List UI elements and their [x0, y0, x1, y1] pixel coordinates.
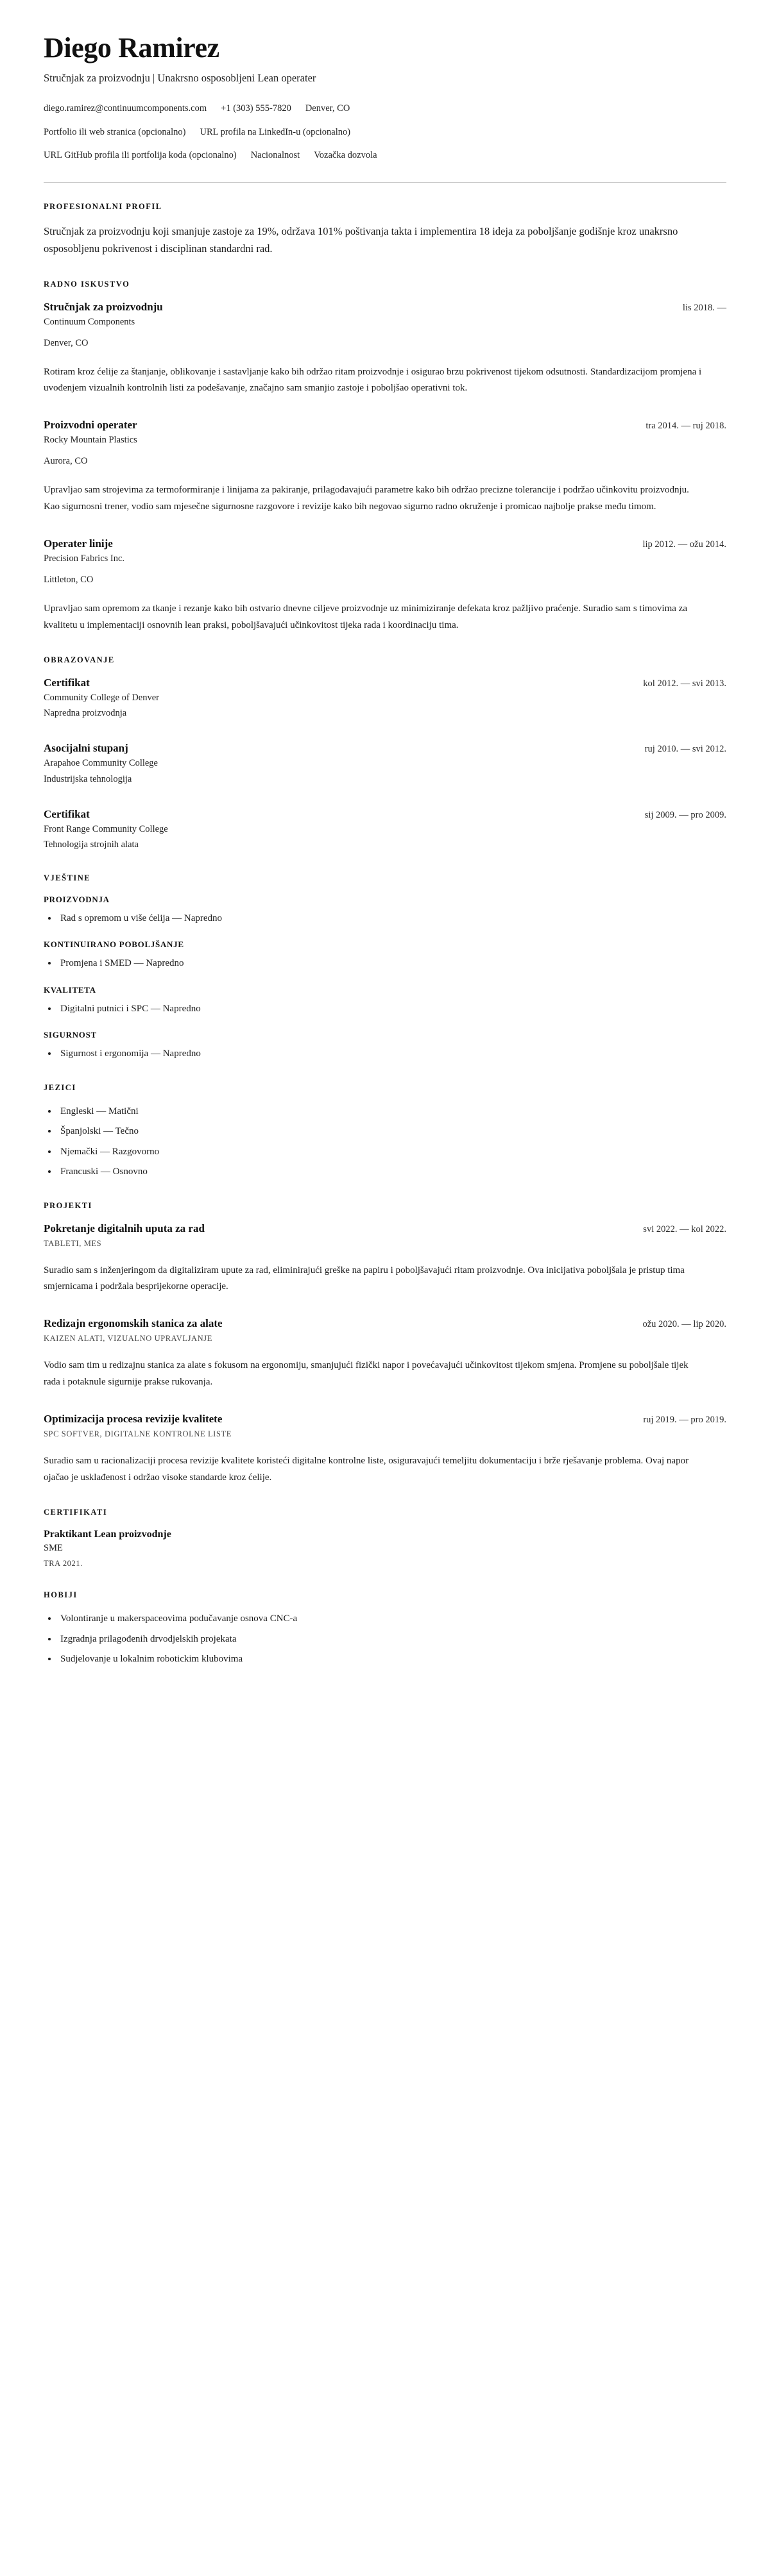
section-summary: [44, 202, 726, 257]
header-divider: [44, 182, 726, 183]
education-field: Napredna proizvodnja: [44, 708, 127, 719]
section-title-experience: RADNO ISKUSTVO: [44, 279, 130, 289]
section-experience: [44, 280, 726, 634]
skill-group-title: KONTINUIRANO POBOLJŠANJE: [44, 939, 184, 950]
language-item: Španjolski — Tečno: [44, 1124, 726, 1139]
candidate-headline: Stručnjak za proizvodnju | Unakrsno osposobljeni Lean operater: [44, 71, 316, 84]
github-text: URL GitHub profila ili portfolija koda (opcionalno): [44, 150, 237, 161]
certificate-issuer: SME: [44, 1543, 63, 1554]
experience-date: lis 2018. —: [682, 302, 726, 313]
skill-list: [44, 956, 726, 971]
language-item: Francuski — Osnovno: [44, 1165, 726, 1179]
experience-location: Aurora, CO: [44, 456, 88, 467]
experience-entry-head: [44, 301, 726, 314]
skill-group-title: SIGURNOST: [44, 1030, 97, 1040]
language-list: [44, 1104, 726, 1179]
education-field: Tehnologija strojnih alata: [44, 839, 139, 850]
hobby-list: [44, 1612, 726, 1667]
skill-group-title: KVALITETA: [44, 984, 96, 995]
section-title-education: OBRAZOVANJE: [44, 655, 115, 665]
hobby-item: Volontiranje u makerspaceovima podučavanje osnova CNC-a: [44, 1612, 726, 1626]
experience-date: lip 2012. — ožu 2014.: [642, 539, 726, 550]
phone-text: +1 (303) 555-7820: [221, 103, 291, 114]
section-title-skills: VJEŠTINE: [44, 873, 91, 882]
section-title-projects: PROJEKTI: [44, 1200, 92, 1210]
contact-row-primary: [44, 102, 726, 116]
project-description: Vodio sam tim u redizajnu stanica za alate s fokusom na ergonomiju, smanjujući fizički napor i povećavajući učinkovitost tijekom smjena. Promjene su poboljšale tijek rada i potaknule sigurnije prakse rukovanja.: [44, 1360, 689, 1387]
certificate-entry: [44, 1529, 726, 1569]
experience-location: Littleton, CO: [44, 574, 94, 585]
contact-row-extra: [44, 149, 726, 163]
nationality-text: Nacionalnost: [250, 150, 300, 161]
experience-description: Upravljao sam opremom za tkanje i rezanje kako bih ostvario dnevne ciljeve proizvodnje uz minimiziranje defekata kroz pažljivo praćenje. Suradio sam s timovima za kvalitetu u implementaciji osnovnih lean praksi, poboljšavajući učinkovitost tijeka rada i koordinaciju tima.: [44, 603, 687, 630]
section-projects: [44, 1201, 726, 1486]
experience-company: Rocky Mountain Plastics: [44, 435, 137, 446]
skill-group: [44, 895, 726, 926]
skill-item: Digitalni putnici i SPC — Napredno: [44, 1002, 726, 1016]
project-tags: TABLETI, MES: [44, 1238, 102, 1248]
education-date: sij 2009. — pro 2009.: [644, 809, 726, 820]
skill-list: [44, 911, 726, 926]
education-entry: [44, 808, 726, 852]
project-entry: [44, 1317, 726, 1391]
project-entry-head: [44, 1317, 726, 1330]
contact-row-links: [44, 126, 726, 140]
skill-item: Rad s opremom u više ćelija — Napredno: [44, 911, 726, 926]
experience-date: tra 2014. — ruj 2018.: [646, 421, 726, 432]
skill-group: [44, 1030, 726, 1061]
section-certificates: [44, 1508, 726, 1569]
section-title-languages: JEZICI: [44, 1082, 76, 1092]
education-degree: Certifikat: [44, 677, 90, 689]
section-skills: [44, 873, 726, 1061]
experience-entry: [44, 301, 726, 398]
section-title-certificates: CERTIFIKATI: [44, 1508, 108, 1517]
education-degree: Asocijalni stupanj: [44, 742, 128, 755]
language-item: Engleski — Matični: [44, 1104, 726, 1119]
linkedin-text: URL profila na LinkedIn-u (opcionalno): [200, 126, 351, 137]
certificate-date: TRA 2021.: [44, 1559, 83, 1569]
experience-location: Denver, CO: [44, 337, 89, 348]
section-education: [44, 655, 726, 851]
skill-list: [44, 1002, 726, 1016]
experience-entry-head: [44, 537, 726, 550]
hobby-item: Izgradnja prilagođenih drvodjelskih projekata: [44, 1632, 726, 1647]
education-date: ruj 2010. — svi 2012.: [644, 744, 726, 755]
project-entry-head: [44, 1222, 726, 1235]
education-entry: [44, 742, 726, 786]
education-school: Community College of Denver: [44, 693, 160, 703]
project-date: svi 2022. — kol 2022.: [643, 1224, 726, 1234]
section-title-summary: PROFESIONALNI PROFIL: [44, 202, 162, 212]
project-name: Pokretanje digitalnih uputa za rad: [44, 1222, 205, 1234]
experience-position: Operater linije: [44, 537, 113, 550]
experience-entry-head: [44, 419, 726, 432]
experience-position: Proizvodni operater: [44, 419, 137, 432]
experience-company: Continuum Components: [44, 316, 135, 327]
project-tags: SPC SOFTVER, DIGITALNE KONTROLNE LISTE: [44, 1429, 232, 1438]
skill-group-title: PROIZVODNJA: [44, 894, 110, 904]
project-entry-head: [44, 1413, 726, 1426]
skill-item: Promjena i SMED — Napredno: [44, 956, 726, 971]
project-date: ruj 2019. — pro 2019.: [643, 1414, 726, 1425]
education-entry-head: [44, 808, 726, 821]
project-description: Suradio sam u racionalizaciji procesa revizije kvalitete koristeći digitalne kontrolne liste, osiguravajući temeljitu dokumentaciju i brže rješavanje problema. Ovaj napor ojačao je usklađenost i održao visoke standarde kroz ćelije.: [44, 1455, 689, 1483]
section-languages: [44, 1083, 726, 1179]
resume-header: [44, 33, 726, 163]
skill-group: [44, 939, 726, 971]
experience-company: Precision Fabrics Inc.: [44, 553, 125, 564]
candidate-name: Diego Ramirez: [44, 32, 219, 63]
section-hobbies: [44, 1590, 726, 1667]
skill-list: [44, 1047, 726, 1061]
portfolio-text: Portfolio ili web stranica (opcionalno): [44, 126, 186, 137]
education-date: kol 2012. — svi 2013.: [643, 678, 726, 689]
hobby-item: Sudjelovanje u lokalnim robotickim klubovima: [44, 1652, 726, 1667]
education-degree: Certifikat: [44, 807, 90, 820]
project-tags: KAIZEN ALATI, VIZUALNO UPRAVLJANJE: [44, 1334, 212, 1343]
project-date: ožu 2020. — lip 2020.: [642, 1319, 726, 1330]
certificate-name: Praktikant Lean proizvodnje: [44, 1529, 171, 1540]
summary-text: Stručnjak za proizvodnju koji smanjuje zastoje za 19%, održava 101% poštivanja takta i implementira 18 ideja za poboljšanje godišnje kroz unakrsno osposobljenu pokrivenost i disciplinan standardni rad.: [44, 225, 678, 255]
education-school: Arapahoe Community College: [44, 758, 158, 769]
education-school: Front Range Community College: [44, 823, 168, 834]
education-entry-head: [44, 742, 726, 755]
project-name: Optimizacija procesa revizije kvalitete: [44, 1412, 223, 1425]
location-text: Denver, CO: [305, 103, 350, 114]
education-field: Industrijska tehnologija: [44, 773, 132, 784]
education-entry: [44, 677, 726, 720]
section-title-hobbies: HOBIJI: [44, 1590, 78, 1600]
experience-position: Stručnjak za proizvodnju: [44, 300, 163, 313]
project-description: Suradio sam s inženjeringom da digitaliziram upute za rad, eliminirajući greške na papiru i poboljšavajući ritam proizvodnje. Ova inicijativa poboljšala je pristup tima smjernicama i podržala besprijekorne operacije.: [44, 1265, 685, 1292]
experience-description: Rotiram kroz ćelije za štanjanje, oblikovanje i sastavljanje kako bih održao ritam proizvodnje i osigurao brzu pokrivenost tijekom odsutnosti. Standardizacijom promjena i uvođenjem vizualnih kontrolnih listi za podešavanje, značajno sam smanjio zastoje i poboljšao operativni tok.: [44, 366, 702, 394]
experience-entry: [44, 419, 726, 516]
experience-description: Upravljao sam strojevima za termoformiranje i linijama za pakiranje, prilagođavajući parametre kako bih održao precizne tolerancije i podržao učinkovitu proizvodnju. Kao sigurnosni trener, vodio sam mjesečne sigurnosne razgovore i revizije kako bih negovao sigurno radno okruženje i promicao najbolje prakse među timom.: [44, 485, 689, 512]
driving-license-text: Vozačka dozvola: [314, 150, 377, 161]
language-item: Njemački — Razgovorno: [44, 1145, 726, 1159]
project-entry: [44, 1413, 726, 1486]
email-text: diego.ramirez@continuumcomponents.com: [44, 103, 207, 114]
skill-item: Sigurnost i ergonomija — Napredno: [44, 1047, 726, 1061]
education-entry-head: [44, 677, 726, 689]
experience-entry: [44, 537, 726, 634]
skill-group: [44, 985, 726, 1016]
project-entry: [44, 1222, 726, 1296]
project-name: Redizajn ergonomskih stanica za alate: [44, 1317, 223, 1330]
